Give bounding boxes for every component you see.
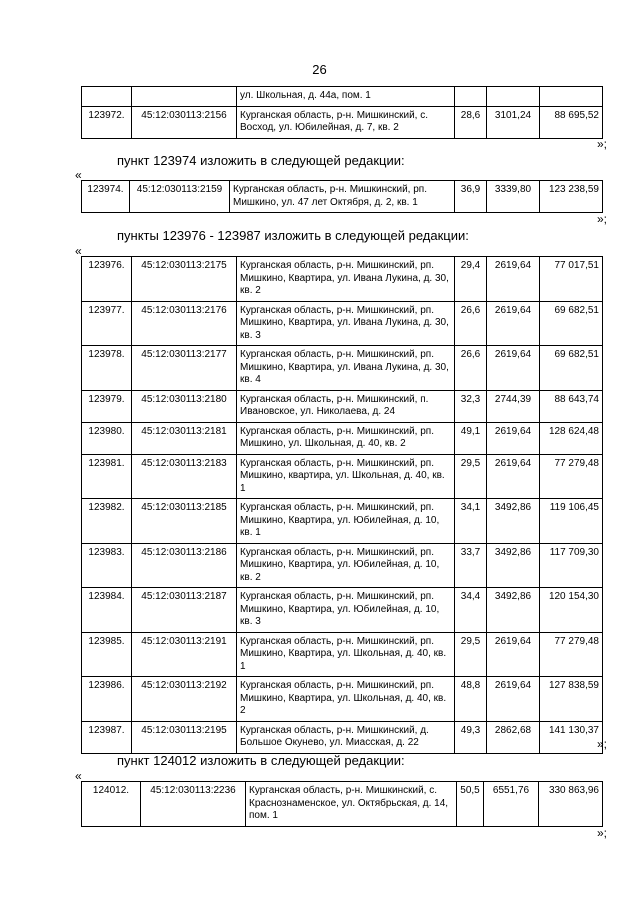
price-per-sqm-cell: 2619,64 xyxy=(487,301,540,346)
cadastral-value-cell: 123 238,59 xyxy=(540,181,603,213)
table-row xyxy=(82,454,603,499)
area-cell: 49,3 xyxy=(455,721,487,753)
price-per-sqm-cell: 3492,86 xyxy=(487,543,540,588)
address-cell: Курганская область, р-н. Мишкинский, рп. Мишкино, Квартира, ул. Юбилейная, д. 10, кв. 1 xyxy=(237,499,455,544)
cadastral-number-cell: 45:12:030113:2187 xyxy=(132,588,237,633)
item-number-cell: 123979. xyxy=(82,390,132,422)
cadastral-value-cell: 69 682,51 xyxy=(540,301,603,346)
price-per-sqm-cell: 2862,68 xyxy=(487,721,540,753)
address-cell: Курганская область, р-н. Мишкинский, рп. Мишкино, ул. Школьная, д. 40, кв. 2 xyxy=(237,422,455,454)
close-quote: »; xyxy=(596,826,607,840)
cadastral-value-cell: 88 643,74 xyxy=(540,390,603,422)
item-number-cell: 123987. xyxy=(82,721,132,753)
area-cell: 36,9 xyxy=(455,181,487,213)
cadastral-number-cell: 45:12:030113:2156 xyxy=(132,106,237,138)
price-per-sqm-cell: 3339,80 xyxy=(487,181,540,213)
cadastral-value-cell: 141 130,37 xyxy=(540,721,603,753)
item-number-cell: 123984. xyxy=(82,588,132,633)
table-row xyxy=(82,782,603,827)
cadastral-number-cell: 45:12:030113:2180 xyxy=(132,390,237,422)
area-cell xyxy=(455,87,487,107)
price-per-sqm-cell: 3101,24 xyxy=(487,106,540,138)
cadastral-value-cell: 330 863,96 xyxy=(539,782,603,827)
address-cell: ул. Школьная, д. 44а, пом. 1 xyxy=(237,87,455,107)
price-per-sqm-cell: 3492,86 xyxy=(487,499,540,544)
item-number-cell: 123974. xyxy=(82,181,130,213)
area-cell: 32,3 xyxy=(455,390,487,422)
cadastral-number-cell: 45:12:030113:2175 xyxy=(132,257,237,302)
item-number-cell: 123976. xyxy=(82,257,132,302)
table-row xyxy=(82,181,603,213)
table-row xyxy=(82,301,603,346)
cadastral-value-cell xyxy=(540,87,603,107)
registry-table-1 xyxy=(81,86,603,139)
address-cell: Курганская область, р-н. Мишкинский, с. Восход, ул. Юбилейная, д. 7, кв. 2 xyxy=(237,106,455,138)
table-row xyxy=(82,677,603,722)
table-row xyxy=(82,257,603,302)
table-row xyxy=(82,543,603,588)
table-row xyxy=(82,390,603,422)
cadastral-number-cell: 45:12:030113:2191 xyxy=(132,632,237,677)
item-number-cell xyxy=(82,87,132,107)
cadastral-number-cell: 45:12:030113:2177 xyxy=(132,346,237,391)
area-cell: 34,4 xyxy=(455,588,487,633)
address-cell: Курганская область, р-н. Мишкинский, с. Краснознаменское, ул. Октябрьская, д. 14, пом. 1 xyxy=(246,782,457,827)
cadastral-number-cell: 45:12:030113:2186 xyxy=(132,543,237,588)
cadastral-number-cell: 45:12:030113:2181 xyxy=(132,422,237,454)
table-row xyxy=(82,346,603,391)
price-per-sqm-cell: 6551,76 xyxy=(484,782,539,827)
area-cell: 28,6 xyxy=(455,106,487,138)
cadastral-value-cell: 119 106,45 xyxy=(540,499,603,544)
cadastral-number-cell: 45:12:030113:2183 xyxy=(132,454,237,499)
cadastral-number-cell: 45:12:030113:2236 xyxy=(141,782,246,827)
table-row xyxy=(82,632,603,677)
price-per-sqm-cell: 2619,64 xyxy=(487,677,540,722)
price-per-sqm-cell: 2619,64 xyxy=(487,422,540,454)
amendment-paragraph: пункт 123974 изложить в следующей редакции: xyxy=(117,153,405,168)
cadastral-number-cell xyxy=(132,87,237,107)
item-number-cell: 123982. xyxy=(82,499,132,544)
table-row xyxy=(82,106,603,138)
address-cell: Курганская область, р-н. Мишкинский, рп. Мишкино, ул. 47 лет Октября, д. 2, кв. 1 xyxy=(230,181,455,213)
address-cell: Курганская область, р-н. Мишкинский, рп. Мишкино, Квартира, ул. Ивана Лукина, д. 30, кв. 2 xyxy=(237,257,455,302)
item-number-cell: 123985. xyxy=(82,632,132,677)
address-cell: Курганская область, р-н. Мишкинский, рп. Мишкино, Квартира, ул. Школьная, д. 40, кв. 2 xyxy=(237,677,455,722)
price-per-sqm-cell: 2744,39 xyxy=(487,390,540,422)
area-cell: 49,1 xyxy=(455,422,487,454)
address-cell: Курганская область, р-н. Мишкинский, п. Ивановское, ул. Николаева, д. 24 xyxy=(237,390,455,422)
amendment-paragraph: пункты 123976 - 123987 изложить в следующей редакции: xyxy=(117,228,469,243)
price-per-sqm-cell: 3492,86 xyxy=(487,588,540,633)
cadastral-value-cell: 117 709,30 xyxy=(540,543,603,588)
cadastral-value-cell: 69 682,51 xyxy=(540,346,603,391)
cadastral-number-cell: 45:12:030113:2192 xyxy=(132,677,237,722)
price-per-sqm-cell: 2619,64 xyxy=(487,346,540,391)
cadastral-value-cell: 120 154,30 xyxy=(540,588,603,633)
item-number-cell: 124012. xyxy=(82,782,141,827)
item-number-cell: 123978. xyxy=(82,346,132,391)
registry-table-2 xyxy=(81,180,603,213)
cadastral-number-cell: 45:12:030113:2185 xyxy=(132,499,237,544)
table-row xyxy=(82,721,603,753)
cadastral-number-cell: 45:12:030113:2176 xyxy=(132,301,237,346)
cadastral-value-cell: 77 279,48 xyxy=(540,632,603,677)
item-number-cell: 123986. xyxy=(82,677,132,722)
area-cell: 26,6 xyxy=(455,346,487,391)
area-cell: 26,6 xyxy=(455,301,487,346)
amendment-paragraph: пункт 124012 изложить в следующей редакции: xyxy=(117,753,405,768)
address-cell: Курганская область, р-н. Мишкинский, рп. Мишкино, Квартира, ул. Юбилейная, д. 10, кв. 2 xyxy=(237,543,455,588)
item-number-cell: 123981. xyxy=(82,454,132,499)
price-per-sqm-cell: 2619,64 xyxy=(487,454,540,499)
cadastral-number-cell: 45:12:030113:2195 xyxy=(132,721,237,753)
cadastral-value-cell: 127 838,59 xyxy=(540,677,603,722)
item-number-cell: 123972. xyxy=(82,106,132,138)
close-quote: »; xyxy=(596,212,607,226)
area-cell: 34,1 xyxy=(455,499,487,544)
cadastral-value-cell: 88 695,52 xyxy=(540,106,603,138)
item-number-cell: 123983. xyxy=(82,543,132,588)
open-quote: « xyxy=(75,168,82,182)
open-quote: « xyxy=(75,244,82,258)
address-cell: Курганская область, р-н. Мишкинский, рп. Мишкино, Квартира, ул. Ивана Лукина, д. 30, кв. 3 xyxy=(237,301,455,346)
price-per-sqm-cell: 2619,64 xyxy=(487,257,540,302)
registry-table-4 xyxy=(81,781,603,827)
address-cell: Курганская область, р-н. Мишкинский, рп. Мишкино, Квартира, ул. Ивана Лукина, д. 30, кв. 4 xyxy=(237,346,455,391)
close-quote: »; xyxy=(596,137,607,151)
price-per-sqm-cell: 2619,64 xyxy=(487,632,540,677)
close-quote: »; xyxy=(596,737,607,751)
address-cell: Курганская область, р-н. Мишкинский, д. Большое Окунево, ул. Миасская, д. 22 xyxy=(237,721,455,753)
table-row xyxy=(82,499,603,544)
area-cell: 29,4 xyxy=(455,257,487,302)
table-row xyxy=(82,87,603,107)
cadastral-value-cell: 77 279,48 xyxy=(540,454,603,499)
area-cell: 48,8 xyxy=(455,677,487,722)
address-cell: Курганская область, р-н. Мишкинский, рп. Мишкино, квартира, ул. Школьная, д. 40, кв. 1 xyxy=(237,454,455,499)
page-number: 26 xyxy=(312,62,327,77)
cadastral-number-cell: 45:12:030113:2159 xyxy=(130,181,230,213)
area-cell: 29,5 xyxy=(455,454,487,499)
registry-table-3 xyxy=(81,256,603,754)
cadastral-value-cell: 128 624,48 xyxy=(540,422,603,454)
address-cell: Курганская область, р-н. Мишкинский, рп. Мишкино, Квартира, ул. Юбилейная, д. 10, кв. 3 xyxy=(237,588,455,633)
area-cell: 33,7 xyxy=(455,543,487,588)
item-number-cell: 123977. xyxy=(82,301,132,346)
area-cell: 50,5 xyxy=(457,782,484,827)
open-quote: « xyxy=(75,769,82,783)
table-row xyxy=(82,422,603,454)
table-row xyxy=(82,588,603,633)
area-cell: 29,5 xyxy=(455,632,487,677)
price-per-sqm-cell xyxy=(487,87,540,107)
cadastral-value-cell: 77 017,51 xyxy=(540,257,603,302)
address-cell: Курганская область, р-н. Мишкинский, рп. Мишкино, Квартира, ул. Школьная, д. 40, кв. 1 xyxy=(237,632,455,677)
item-number-cell: 123980. xyxy=(82,422,132,454)
